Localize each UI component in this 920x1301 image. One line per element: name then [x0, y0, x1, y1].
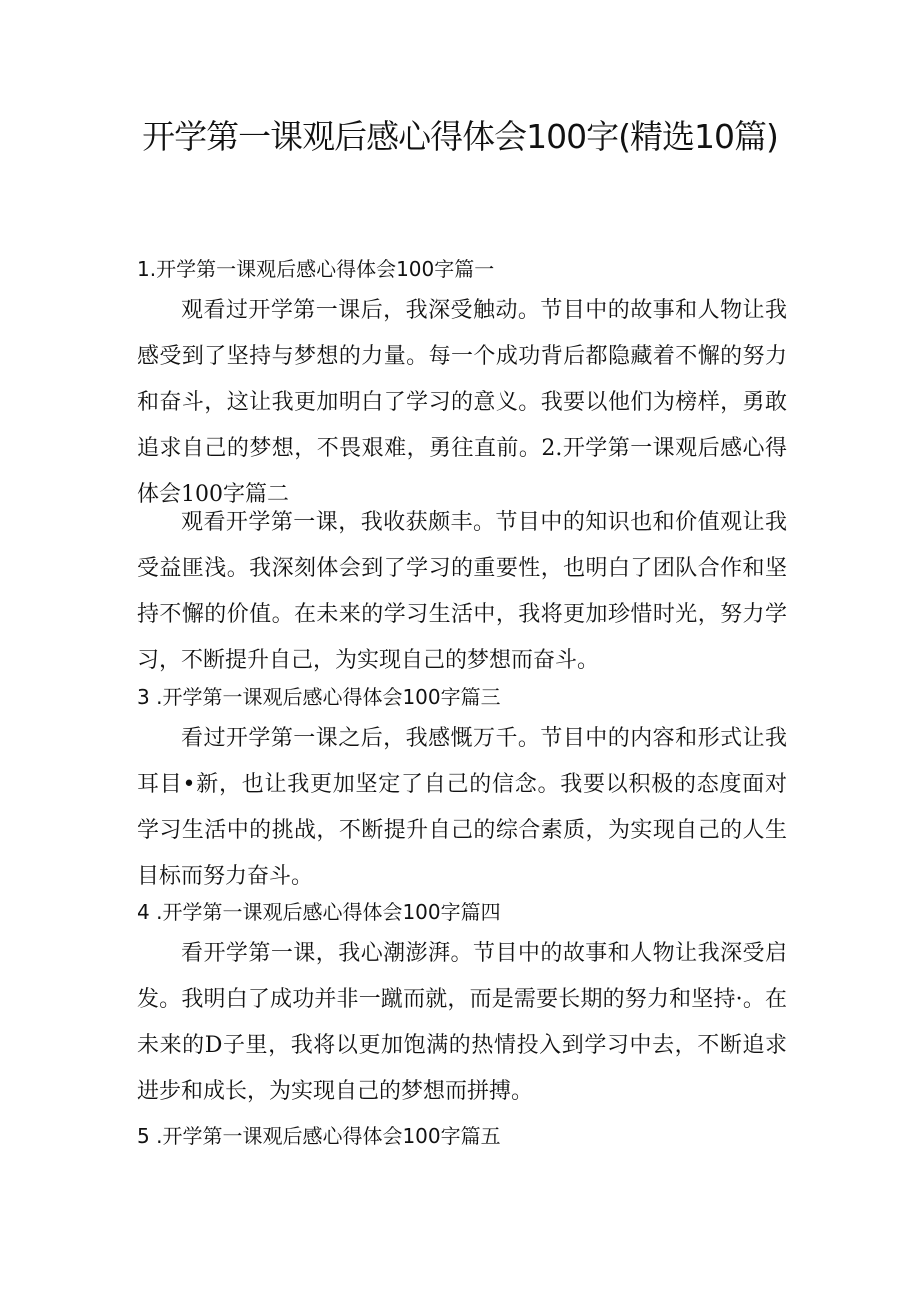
section-1-body: 观看过开学第一课后，我深受触动。节目中的故事和人物让我感受到了坚持与梦想的力量。每一个成功背后都隐藏着不懈的努力和奋斗，这让我更加明白了学习的意义。我要以他们为榜样，勇敢追求自己的梦想，不畏艰难，勇往直前。2.开学第一课观后感心得体会100字篇二: [137, 298, 787, 507]
document-title: 开学第一课观后感心得体会100字(精选10篇): [142, 117, 778, 156]
section-4-heading: 4 .开学第一课观后感心得体会100字篇四: [137, 900, 501, 924]
section-3-heading: 3 .开学第一课观后感心得体会100字篇三: [137, 685, 501, 709]
section-2-body: 观看开学第一课，我收获颇丰。节目中的知识也和价值观让我受益匪浅。我深刻体会到了学习的重要性，也明白了团队合作和坚持不懈的价值。在未来的学习生活中，我将更加珍惜时光，努力学习，不断提升自己，为实现自己的梦想而奋斗。: [137, 510, 787, 673]
section-1-heading: 1.开学第一课观后感心得体会100字篇一: [137, 257, 495, 281]
section-3-body: 看过开学第一课之后，我感慨万千。节目中的内容和形式让我耳目•新，也让我更加坚定了自己的信念。我要以积极的态度面对学习生活中的挑战，不断提升自己的综合素质，为实现自己的人生目标而努力奋斗。: [137, 726, 787, 889]
section-5-heading: 5 .开学第一课观后感心得体会100字篇五: [137, 1124, 501, 1148]
section-4-body: 看开学第一课，我心潮澎湃。节目中的故事和人物让我深受启发。我明白了成功并非一蹴而就，而是需要长期的努力和坚持·。在未来的D子里，我将以更加饱满的热情投入到学习中去，不断追求进步和成长，为实现自己的梦想而拼搏。: [137, 941, 787, 1104]
